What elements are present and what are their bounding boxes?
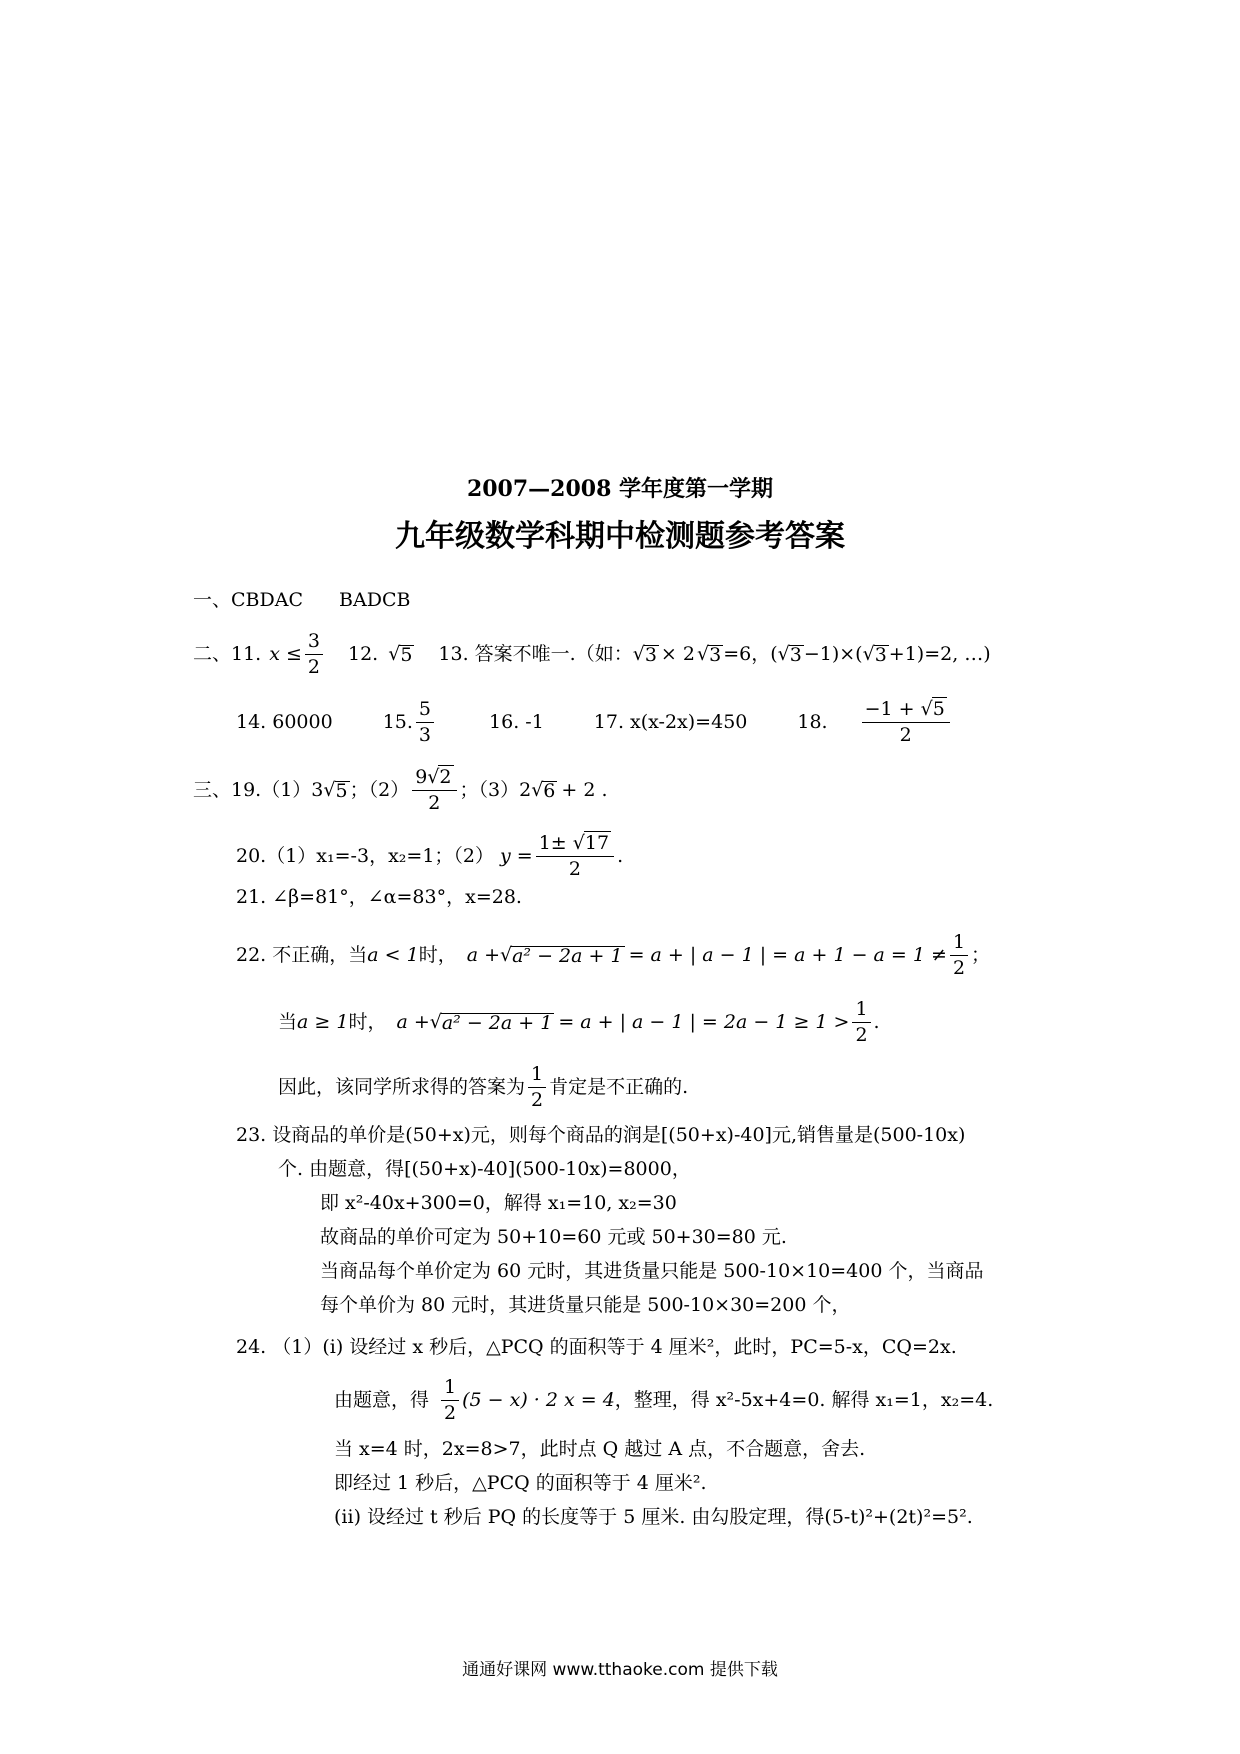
q23-line2: 个. 由题意，得[(50+x)-40](500-10x)=8000， bbox=[278, 1158, 691, 1180]
q23-line3: 即 x²-40x+300=0，解得 x₁=10, x₂=30 bbox=[320, 1192, 677, 1214]
q18-label: 18. bbox=[797, 711, 828, 734]
q12-root: 5 bbox=[400, 643, 413, 666]
sec2-row2 bbox=[236, 700, 953, 746]
q22-fraction: $\frac{1}{2}$ bbox=[950, 933, 968, 979]
q16: 16. -1 bbox=[489, 711, 544, 734]
q20-line: 20.（1）x₁=-3，x₂=1；（2） y = $\frac{1\pm √17}{2}$ . bbox=[236, 832, 624, 880]
q24-fraction: $\frac{1}{2}$ bbox=[441, 1378, 459, 1424]
q24-line4: 即经过 1 秒后，△PCQ 的面积等于 4 厘米². bbox=[334, 1472, 707, 1494]
sec1-part2: BADCB bbox=[339, 589, 411, 611]
q14: 14. 60000 bbox=[236, 711, 333, 734]
q20-text: 20.（1）x₁=-3，x₂=1；（2） bbox=[236, 845, 494, 868]
sec1-label: 一、CBDAC bbox=[193, 589, 303, 611]
q11-lhs: x ≤ bbox=[269, 643, 302, 666]
q22-line3: 因此，该同学所求得的答案为 $\frac{1}{2}$ 肯定是不正确的. bbox=[278, 1063, 689, 1111]
q22b-fraction: $\frac{1}{2}$ bbox=[852, 1000, 870, 1046]
q21-line: 21. ∠β=81°，∠α=83°，x=28. bbox=[236, 886, 522, 908]
q15-label: 15. bbox=[382, 711, 413, 734]
q19-label: 三、19.（1）3 bbox=[193, 779, 324, 802]
q23-line6: 每个单价为 80 元时，其进货量只能是 500-10×30=200 个， bbox=[320, 1294, 851, 1316]
footer-credit: 通通好课网 www.tthaoke.com 提供下载 bbox=[462, 1660, 778, 1680]
q18-fraction: $\frac{-1 + √5}{2}$ bbox=[862, 700, 950, 746]
q24-line3: 当 x=4 时，2x=8>7，此时点 Q 越过 A 点，不合题意，舍去. bbox=[334, 1438, 866, 1460]
q23-line1: 23. 设商品的单价是(50+x)元，则每个商品的润是[(50+x)-40]元,销售量是(500-10x) bbox=[236, 1124, 966, 1146]
sec2-row1: 二、11. x ≤ $\frac{3}{2}$ 12. √ 5 13. 答案不唯一.（如： √ 3 × 2 √ 3 =6，( √ 3 −1)×( √ 3 +1)=2, …) bbox=[193, 630, 991, 678]
q24-line5: (ii) 设经过 t 秒后 PQ 的长度等于 5 厘米. 由勾股定理，得(5-t)²+(2t)²=5². bbox=[334, 1506, 973, 1528]
q20-fraction: $\frac{1\pm √17}{2}$ bbox=[536, 834, 614, 880]
q11-label: 二、11. bbox=[193, 643, 262, 666]
page-title: 九年级数学科期中检测题参考答案 bbox=[395, 519, 845, 554]
exam-subtitle: 2007—2008 学年度第一学期 bbox=[466, 476, 774, 502]
q12-label: 12. bbox=[348, 643, 379, 666]
q13-text: 13. 答案不唯一.（如： bbox=[438, 643, 633, 666]
q19-fraction: $\frac{9√2}{2}$ bbox=[412, 768, 456, 814]
q15-fraction: $\frac{5}{3}$ bbox=[416, 700, 434, 746]
q24-line1: 24. （1）(i) 设经过 x 秒后，△PCQ 的面积等于 4 厘米²，此时，PC=5-x，CQ=2x. bbox=[236, 1336, 957, 1358]
q24-line2: 由题意，得 $\frac{1}{2}$ (5 − x) · 2 x = 4 ，整理，得 x²-5x+4=0. 解得 x₁=1，x₂=4. bbox=[334, 1376, 994, 1424]
q22c-fraction: $\frac{1}{2}$ bbox=[528, 1065, 546, 1111]
q17: 17. x(x-2x)=450 bbox=[593, 711, 748, 734]
sec1-answers bbox=[193, 591, 410, 610]
q22-line2: 当 a ≥ 1 时， a + √ a² − 2a + 1 = a + | a − 1 | = 2a − 1 ≥ 1 > $\frac{1}{2}$ . bbox=[278, 998, 880, 1046]
q22-line1: 22. 不正确，当 a < 1 时， a + √ a² − 2a + 1 = a + | a − 1 | = a + 1 − a = 1 ≠ $\frac{1}{2}$ ； bbox=[236, 931, 991, 979]
q23-line4: 故商品的单价可定为 50+10=60 元或 50+30=80 元. bbox=[320, 1226, 787, 1248]
q19-line: 三、19.（1）3 √ 5 ；（2） $\frac{9√2}{2}$ ；（3）2 √ 6 + 2 . bbox=[193, 766, 608, 814]
q11-fraction: $\frac{3}{2}$ bbox=[305, 632, 323, 678]
q23-line5: 当商品每个单价定为 60 元时，其进货量只能是 500-10×10=400 个，当商品 bbox=[320, 1260, 984, 1282]
